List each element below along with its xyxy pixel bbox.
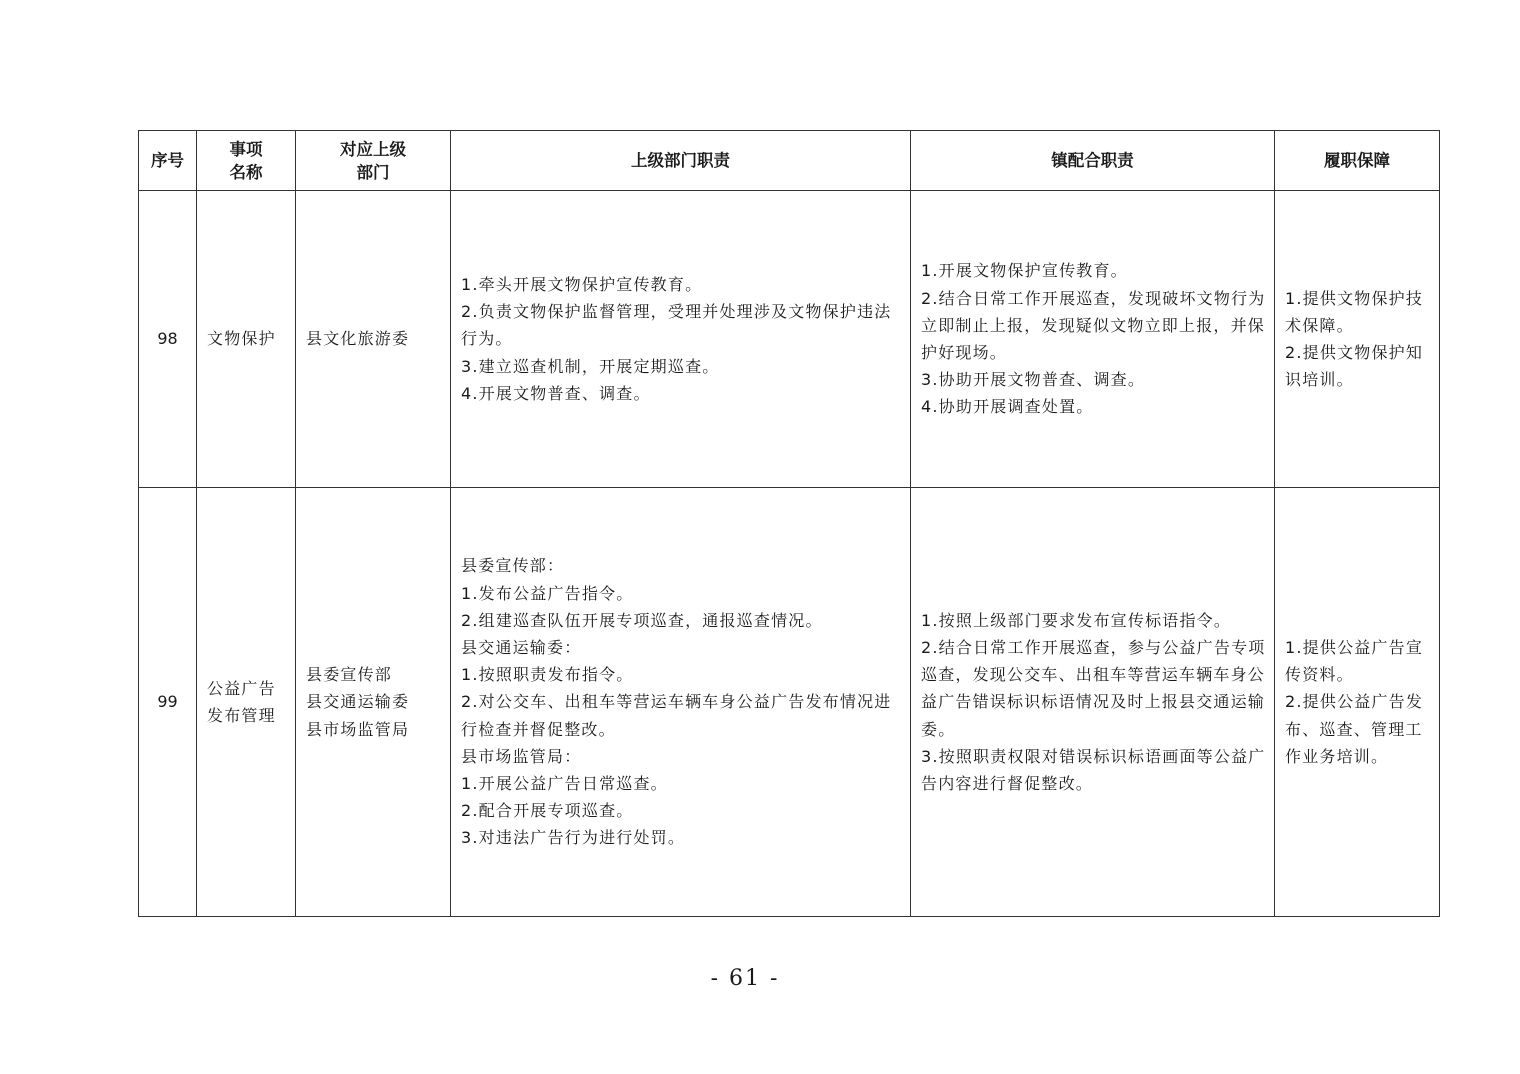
header-guarantee: 履职保障 — [1275, 131, 1440, 191]
duty-line: 1.开展公益广告日常巡查。 — [461, 774, 668, 793]
duty-line: 县交通运输委： — [461, 637, 582, 657]
cell-upper-dept — [296, 488, 451, 917]
page-number: - 61 - — [710, 966, 780, 991]
upper-dept-line: 县文化旅游委 — [306, 329, 410, 349]
duty-line: 3.对违法广告行为进行处罚。 — [461, 828, 686, 848]
header-town-duties: 镇配合职责 — [911, 131, 1275, 191]
duty-line: 1.牵头开展文物保护宣传教育。 — [461, 274, 703, 294]
duty-line: 1.按照职责发布指令。 — [461, 665, 634, 685]
guarantee-line: 2.提供公益广告发布、巡查、管理工作业务培训。 — [1285, 692, 1424, 766]
duty-line: 2.配合开展专项巡查。 — [461, 801, 634, 821]
header-upper-duties: 上级部门职责 — [451, 131, 911, 191]
cell-town-duties — [911, 488, 1275, 917]
header-item-name-line: 名称 — [229, 162, 263, 182]
cell-upper-duties — [451, 191, 911, 488]
header-item-name — [197, 131, 296, 191]
cell-seq: 99 — [139, 488, 197, 917]
duty-line: 1.开展文物保护宣传教育。 — [921, 261, 1128, 281]
item-name-line: 文物保护 — [207, 329, 276, 349]
upper-dept-line: 县交通运输委 — [306, 692, 410, 712]
table-row — [139, 191, 1440, 488]
duty-line: 1.发布公益广告指令。 — [461, 583, 634, 603]
cell-item-name — [197, 488, 296, 917]
table-row — [139, 488, 1440, 917]
cell-guarantee — [1275, 191, 1440, 488]
upper-dept-line: 县市场监管局 — [306, 719, 410, 739]
duty-line: 3.按照职责权限对错误标识标语画面等公益广告内容进行督促整改。 — [921, 746, 1266, 793]
cell-town-duties — [911, 191, 1275, 488]
duties-table — [138, 130, 1440, 917]
duty-line: 3.建立巡查机制，开展定期巡查。 — [461, 356, 720, 376]
duty-line: 县委宣传部： — [461, 556, 565, 576]
header-upper-dept-line: 部门 — [356, 162, 390, 182]
item-name-line: 发布管理 — [207, 706, 276, 725]
duty-line: 4.协助开展调查处置。 — [921, 397, 1094, 417]
duty-line: 县市场监管局： — [461, 746, 582, 766]
duty-line: 3.协助开展文物普查、调查。 — [921, 370, 1146, 390]
cell-upper-duties — [451, 488, 911, 917]
cell-guarantee — [1275, 488, 1440, 917]
header-upper-dept — [296, 131, 451, 191]
duty-line: 1.按照上级部门要求发布宣传标语指令。 — [921, 610, 1232, 630]
cell-upper-dept — [296, 191, 451, 488]
header-row — [139, 131, 1440, 191]
duty-line: 2.对公交车、出租车等营运车辆车身公益广告发布情况进行检查并督促整改。 — [461, 692, 892, 739]
cell-item-name — [197, 191, 296, 488]
header-seq: 序号 — [139, 131, 197, 191]
duty-line: 4.开展文物普查、调查。 — [461, 383, 651, 403]
duty-line: 2.组建巡查队伍开展专项巡查，通报巡查情况。 — [461, 610, 823, 630]
duty-line: 2.结合日常工作开展巡查，发现破坏文物行为立即制止上报，发现疑似文物立即上报，并保护好现场。 — [921, 288, 1266, 362]
header-upper-dept-line: 对应上级 — [340, 139, 406, 159]
guarantee-line: 1.提供公益广告宣传资料。 — [1285, 637, 1424, 685]
cell-seq: 98 — [139, 191, 197, 488]
header-item-name-line: 事项 — [229, 139, 263, 159]
duty-line: 2.负责文物保护监督管理，受理并处理涉及文物保护违法行为。 — [461, 302, 892, 349]
item-name-line: 公益广告 — [207, 678, 276, 698]
duty-line: 2.结合日常工作开展巡查，参与公益广告专项巡查，发现公交车、出租车等营运车辆车身公益广告错误标识标语情况及时上报县交通运输委。 — [921, 637, 1266, 739]
upper-dept-line: 县委宣传部 — [306, 665, 393, 685]
guarantee-line: 2.提供文物保护知识培训。 — [1285, 343, 1424, 390]
guarantee-line: 1.提供文物保护技术保障。 — [1285, 288, 1424, 335]
